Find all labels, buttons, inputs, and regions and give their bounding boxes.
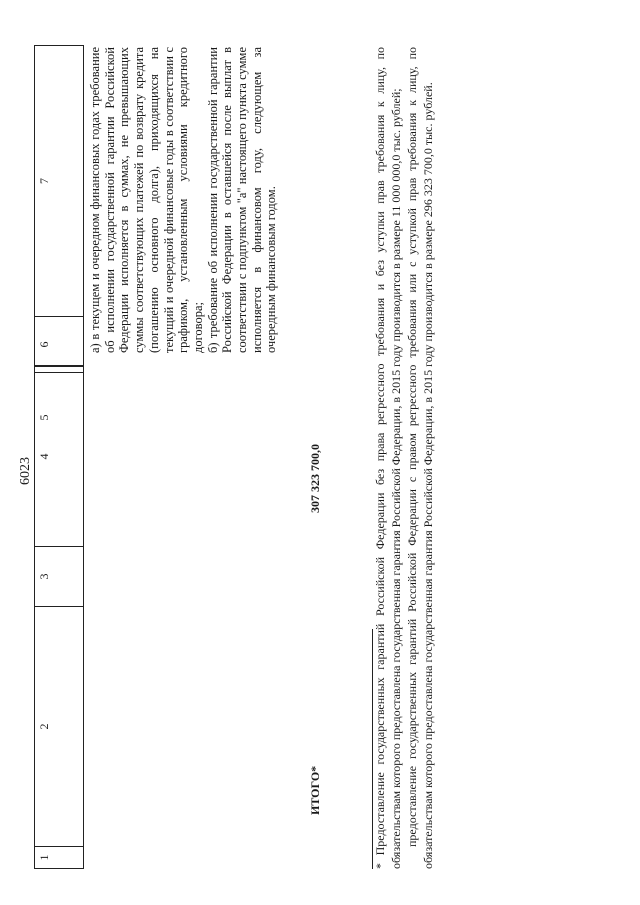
item-a: а) в текущем и очередном финансовых годах требование об исполнении государственной гарантии Российской Федерации исполняется в суммах, не превышающих суммы соответствующих платежей по возврату кредита (погашению основного долга), приходящихся на текущий и очередной финансовые годы в соответствии с графиком, установленным условиями кредитного договора; [88,47,205,353]
footnote-line-1: * Предоставление государственных гарантий Российской Федерации без права регрессного требования и без уступки прав требования к лицу, по обязательствам которого предоставлена государственная гарантия Российской Федерации, в 2015 году производится в размере 11 000 000,0 тыс. рублей; [373,47,403,869]
footnote-line-2: предоставление государственных гарантий Российской Федерации с правом регрессного требования или с уступкой прав требования к лицу, по обязательствам которого предоставлена государственная гарантия Российской Федерации, в 2015 году производится в размере 296 323 700,0 тыс. рублей. [405,47,435,869]
col-number: 2 [37,723,51,730]
table-col-2 [35,606,83,846]
col-number: 7 [37,178,51,184]
table-col-1 [35,846,83,868]
col-number: 3 [37,573,51,580]
table-col-7 [35,46,83,316]
table-header-row [34,45,84,869]
col-number: 4 [37,453,51,460]
table-col-6 [35,316,83,372]
col-number: 6 [37,341,51,348]
total-label: ИТОГО* [308,765,322,815]
table-col-3 [35,546,83,606]
page-number: 6023 [18,457,33,485]
item-b: б) требование об исполнении государственной гарантии Российской Федерации в оставшейся после выплат в соответствии с подпунктом "а" настоящего пункта сумме исполняется в финансовом году, следующем за очередным финансовым годом. [205,47,279,353]
column-7-text [88,47,279,353]
table-col-5b [35,372,83,462]
col-number: 1 [37,854,51,861]
footnote [372,47,436,869]
total-value: 307 323 700,0 [308,444,322,513]
col-number: 5 [37,414,51,421]
